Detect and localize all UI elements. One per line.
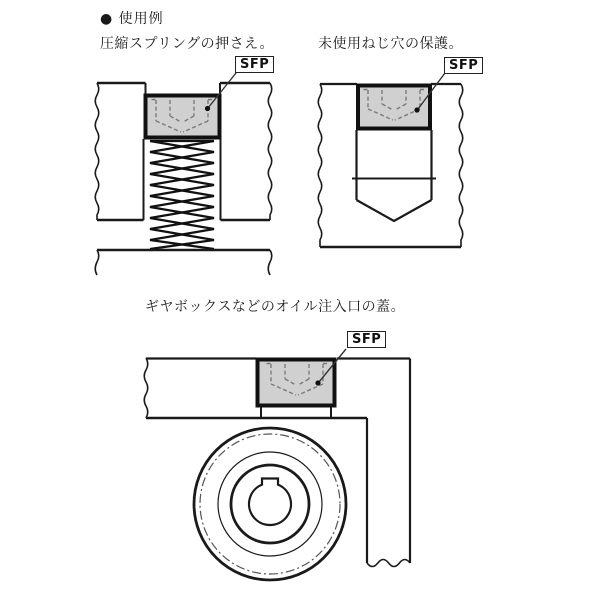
diagram-compression-spring [95, 73, 272, 275]
gear [194, 428, 346, 580]
leader-dot-2 [414, 107, 419, 112]
left-break-line [318, 84, 322, 247]
leader-line-1 [208, 73, 236, 108]
caption-gearbox-oil-port: ギヤボックスなどのオイル注入口の蓋。 [145, 299, 406, 315]
leader-dot-3 [315, 380, 320, 385]
compression-spring [150, 141, 214, 249]
left-break-line [95, 83, 99, 220]
lower-plate-right-break [268, 250, 272, 275]
caption-unused-hole: 未使用ねじ穴の保護。 [318, 36, 463, 52]
right-break-line [459, 84, 463, 247]
plate-left-break-line [144, 358, 148, 418]
part-label-sfp-3: SFP [347, 331, 386, 348]
part-label-sfp-2: SFP [444, 57, 483, 74]
gear-hub-circle [231, 465, 309, 543]
leader-dot-1 [205, 106, 210, 111]
gear-pitch-circle [200, 434, 340, 574]
gear-outer-circle [194, 428, 346, 580]
caption-compression-spring: 圧縮スプリングの押さえ。 [100, 36, 274, 52]
wall-break-line [367, 560, 410, 567]
diagram-unused-tapped-hole [318, 73, 463, 247]
gear-rim-circle [218, 452, 322, 556]
shaft-bore-with-keyway [249, 479, 291, 526]
threaded-hole [352, 130, 436, 221]
section-title: ● 使用例 [100, 11, 164, 27]
diagram-gearbox-oil-cap [144, 349, 410, 580]
part-label-sfp-1: SFP [235, 56, 274, 73]
lower-plate-left-break [95, 250, 99, 275]
right-break-line [268, 83, 272, 220]
filler-port-throat [261, 407, 331, 418]
counterbore-edges [146, 83, 221, 94]
